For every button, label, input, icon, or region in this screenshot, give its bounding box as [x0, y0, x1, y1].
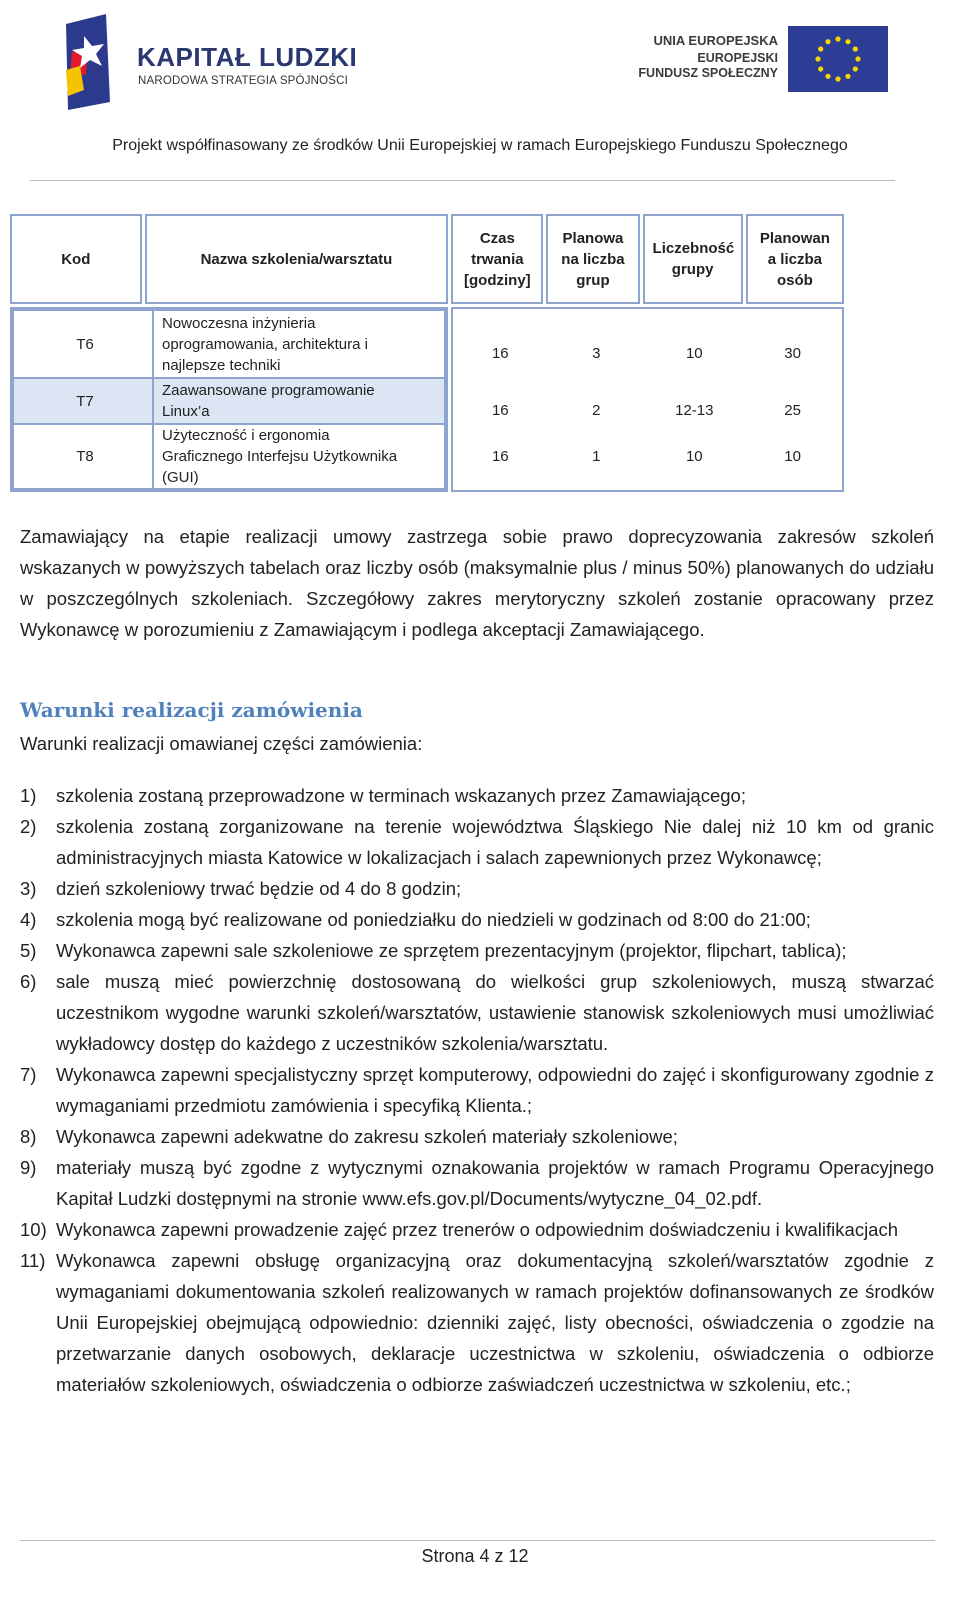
list-item: [20, 811, 934, 873]
list-item: [20, 1121, 934, 1152]
eu-fund-line1: EUROPEJSKI: [697, 51, 778, 65]
list-item-text: Wykonawca zapewni prowadzenie zajęć przez trenerów o odpowiednim doświadczeniu i kwalifikacjach: [56, 1219, 899, 1240]
list-item-number: 9): [20, 1157, 37, 1178]
page-number: Strona 4 z 12: [421, 1546, 529, 1566]
header-people: Planowan a liczba osób: [746, 214, 844, 304]
row-people: 25: [784, 402, 801, 419]
list-item: [20, 966, 934, 1059]
row-group-size: 12-13: [675, 402, 714, 419]
row-duration: 16: [491, 448, 509, 465]
section-intro: Warunki realizacji omawianej części zamówienia:: [20, 733, 423, 754]
list-item-number: 6): [20, 971, 37, 992]
row-people: 10: [784, 448, 801, 465]
eu-fund-line2: FUNDUSZ SPOŁECZNY: [638, 66, 778, 80]
list-item-number: 4): [20, 909, 37, 930]
list-item: [20, 1214, 934, 1245]
header-group-size: Liczebność grupy: [643, 214, 743, 304]
list-item: [20, 904, 934, 935]
table-row: [453, 388, 842, 434]
list-item-text: szkolenia mogą być realizowane od poniedziałku do niedzieli w godzinach od 8:00 do 21:00;: [56, 909, 811, 930]
row-group-size: 10: [685, 345, 703, 362]
list-item-text: Wykonawca zapewni specjalistyczny sprzęt komputerowy, odpowiedni do zajęć i skonfigurowany zgodnie z wymaganiami przedmiotu zamówienia i specyfiką Klienta.;: [56, 1064, 934, 1116]
list-item-text: Wykonawca zapewni adekwatne do zakresu szkoleń materiały szkoleniowe;: [56, 1126, 678, 1147]
logo-subtitle: NARODOWA STRATEGIA SPÓJNOŚCI: [138, 75, 349, 87]
eu-flag-icon: [788, 26, 888, 92]
list-item-text: sale muszą mieć powierzchnię dostosowaną do wielkości grup szkoleniowych, muszą stwarzać uczestnikom wygodne warunki szkoleń/warsztatów, ustawienie stanowisk szkoleniowych musi umożliwiać wykładowcy dostęp do każdego z uczestników szkolenia/warsztatu.: [56, 971, 934, 1054]
funding-note: Projekt współfinasowany ze środków Unii Europejskiej w ramach Europejskiego Funduszu Społecznego: [112, 137, 848, 154]
table-row: [13, 310, 445, 378]
scope-paragraph: Zamawiający na etapie realizacji umowy zastrzega sobie prawo doprecyzowania zakresów szkoleń wskazanych w powyższych tabelach oraz liczby osób (maksymalnie plus / minus 50%) planowanych do udziału w poszczególnych szkoleniach. Szczegółowy zakres merytoryczny szkoleń zostanie opracowany przez Wykonawcę w porozumieniu z Zamawiającym i podlega akceptacji Zamawiającego.: [20, 526, 934, 640]
list-item: [20, 873, 934, 904]
table-row: [453, 434, 842, 480]
header-divider: [30, 180, 895, 181]
conditions-list: [20, 780, 934, 1400]
row-group-size: 10: [685, 448, 703, 465]
list-item: [20, 1152, 934, 1214]
logo-title: KAPITAŁ LUDZKI: [137, 42, 358, 72]
row-name: Zaawansowane programowanie Linux’a: [153, 378, 445, 424]
row-code: T7: [13, 378, 153, 424]
code-name-cell: [10, 307, 448, 492]
row-groups: 3: [592, 345, 601, 362]
row-name: Nowoczesna inżynieria oprogramowania, architektura i najlepsze techniki: [153, 310, 445, 378]
numbers-cell: [451, 307, 844, 492]
row-groups: 2: [592, 402, 601, 419]
list-item-number: 8): [20, 1126, 37, 1147]
header-code: Kod: [10, 214, 142, 304]
list-item: [20, 1059, 934, 1121]
list-item-text: Wykonawca zapewni obsługę organizacyjną oraz dokumentacyjną szkoleń/warsztatów zgodnie z wymaganiami dokumentowania szkoleń realizowanych w ramach projektów dofinansowanych ze środków Unii Europejskiej obejmującą odpowiednio: dzienniki zajęć, listy obecności, oświadczenia o zgodzie na przetwarzanie danych osobowych, deklaracje uczestnictwa w szkoleniu, oświadczenia o odbiorze materiałów szkoleniowych, oświadczenia o odbiorze zaświadczeń uczestnictwa w szkoleniu, etc.;: [56, 1250, 934, 1395]
footer-divider: [20, 1540, 935, 1541]
list-item: [20, 1245, 934, 1400]
list-item-number: 3): [20, 878, 37, 899]
table-row: [453, 320, 842, 388]
header-groups: Planowa na liczba grup: [546, 214, 639, 304]
header-duration: Czas trwania [godziny]: [451, 214, 543, 304]
list-item-text: szkolenia zostaną zorganizowane na terenie województwa Śląskiego Nie dalej niż 10 km od granic administracyjnych miasta Katowice w lokalizacjach i salach zapewnionych przez Wykonawcę;: [56, 816, 934, 868]
list-item-number: 2): [20, 816, 37, 837]
list-item-number: 10): [20, 1219, 47, 1240]
list-item-number: 7): [20, 1064, 37, 1085]
list-item-text: szkolenia zostaną przeprowadzone w terminach wskazanych przez Zamawiającego;: [56, 785, 746, 806]
list-item: [20, 935, 934, 966]
row-duration: 16: [491, 402, 509, 419]
row-code: T8: [13, 424, 153, 489]
table-row: [13, 424, 445, 489]
row-groups: 1: [592, 448, 601, 465]
table-header-row: [10, 214, 844, 304]
list-item-number: 1): [20, 785, 37, 806]
list-item-text: Wykonawca zapewni sale szkoleniowe ze sprzętem prezentacyjnym (projektor, flipchart, tablica);: [56, 940, 847, 961]
list-item-text: dzień szkoleniowy trwać będzie od 4 do 8 godzin;: [56, 878, 462, 899]
row-people: 30: [784, 345, 801, 362]
row-duration: 16: [491, 345, 509, 362]
table-row: [13, 378, 445, 424]
list-item-number: 11): [20, 1250, 46, 1271]
list-item: [20, 780, 934, 811]
row-name: Użyteczność i ergonomia Graficznego Interfejsu Użytkownika (GUI): [153, 424, 445, 489]
row-code: T6: [13, 310, 153, 378]
section-title: Warunki realizacji zamówienia: [20, 698, 363, 722]
list-item-number: 5): [20, 940, 37, 961]
trainings-table: [7, 211, 847, 495]
header-name: Nazwa szkolenia/warsztatu: [145, 214, 449, 304]
list-item-text: materiały muszą być zgodne z wytycznymi oznakowania projektów w ramach Programu Operacyjnego Kapitał Ludzki dostępnymi na stronie www.efs.gov.pl/Documents/wytyczne_04_02.pdf.: [56, 1157, 934, 1209]
eu-title: UNIA EUROPEJSKA: [653, 33, 778, 48]
